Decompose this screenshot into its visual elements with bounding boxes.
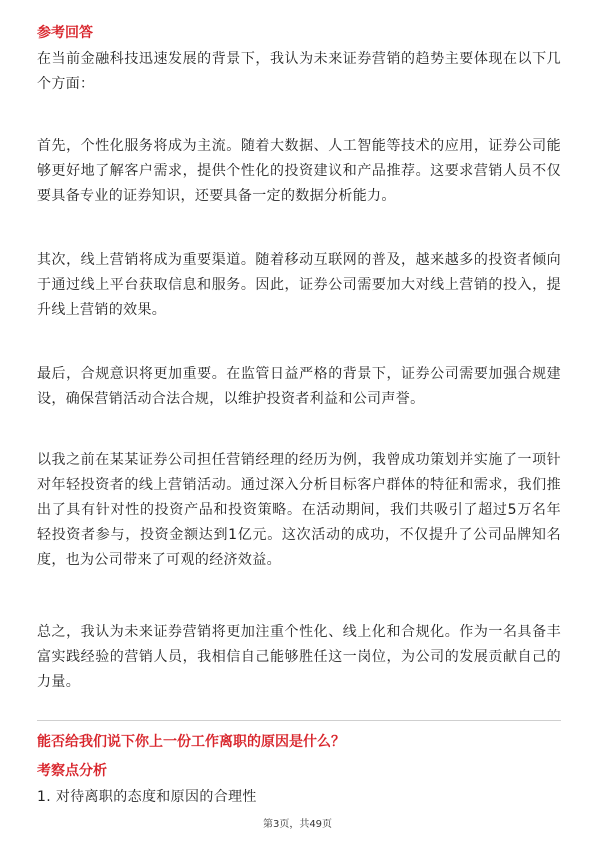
answer-heading: 参考回答: [37, 25, 93, 41]
question-title: 能否给我们说下你上一份工作离职的原因是什么？: [37, 734, 345, 750]
answer-paragraph-second: 其次，线上营销将成为重要渠道。随着移动互联网的普及，越来越多的投资者倾向于通过线上平台获取信息和服务。因此，证券公司需要加大对线上营销的投入，提升线上营销的效果。: [37, 252, 561, 318]
section-divider: [37, 720, 561, 721]
answer-paragraph-first: 首先，个性化服务将成为主流。随着大数据、人工智能等技术的应用，证券公司能够更好地了解客户需求，提供个性化的投资建议和产品推荐。这要求营销人员不仅要具备专业的证券知识，还要具备一定的数据分析能力。: [37, 138, 561, 204]
answer-paragraph-example: 以我之前在某某证券公司担任营销经理的经历为例，我曾成功策划并实施了一项针对年轻投资者的线上营销活动。通过深入分析目标客户群体的特征和需求，我们推出了具有针对性的投资产品和投资策略。在活动期间，我们共吸引了超过5万名年轻投资者参与，投资金额达到1亿元。这次活动的成功，不仅提升了公司品牌知名度，也为公司带来了可观的经济效益。: [37, 452, 561, 568]
answer-paragraph-conclusion: 总之，我认为未来证券营销将更加注重个性化、线上化和合规化。作为一名具备丰富实践经验的营销人员，我相信自己能够胜任这一岗位，为公司的发展贡献自己的力量。: [37, 624, 561, 690]
analysis-point-1: 1. 对待离职的态度和原因的合理性: [37, 789, 257, 805]
answer-paragraph-last: 最后，合规意识将更加重要。在监管日益严格的背景下，证券公司需要加强合规建设，确保营销活动合法合规，以维护投资者利益和公司声誉。: [37, 366, 561, 407]
page-indicator: 第3页，共49页: [262, 819, 333, 830]
analysis-heading: 考察点分析: [37, 763, 107, 779]
answer-paragraph-intro: 在当前金融科技迅速发展的背景下，我认为未来证券营销的趋势主要体现在以下几个方面：: [37, 51, 561, 92]
document-page: [37, 0, 561, 842]
